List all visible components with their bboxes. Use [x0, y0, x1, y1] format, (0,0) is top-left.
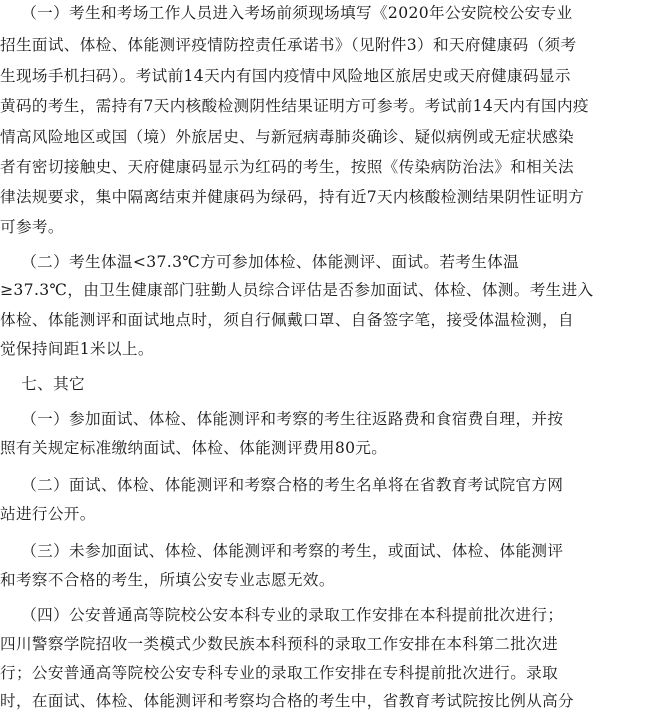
text-line: 黄码的考生，需持有7天内核酸检测阴性结果证明方可参考。考试前14天内有国内疫 [0, 97, 589, 115]
text-line: 律法规要求，集中隔离结束并健康码为绿码，持有近7天内核酸检测结果阴性证明方 [0, 188, 585, 206]
text-line: 时，在面试、体检、体能测评和考察均合格的考生中，省教育考试院按比例从高分 [0, 692, 574, 710]
text-line: （二）考生体温<37.3℃方可参加体检、体能测评、面试。若考生体温 [0, 253, 520, 271]
text-line: 照有关规定标准缴纳面试、体检、体能测评费用80元。 [0, 439, 388, 457]
section-heading: 七、其它 [0, 375, 86, 393]
text-line: 行；公安普通高等院校公安专科专业的录取工作安排在专科提前批次进行。录取 [0, 664, 559, 682]
text-line: （四）公安普通高等院校公安本科专业的录取工作安排在本科提前批次进行； [0, 606, 564, 624]
text-line: 四川警察学院招收一类模式少数民族本科预科的录取工作安排在本科第二批次进 [0, 635, 559, 653]
text-line: 者有密切接触史、天府健康码显示为红码的考生，按照《传染病防治法》和相关法 [0, 158, 574, 176]
text-line: （一）考生和考场工作人员进入考场前须现场填写《2020年公安院校公安专业 [0, 4, 573, 22]
text-line: 生现场手机扫码）。考试前14天内有国内疫情中风险地区旅居史或天府健康码显示 [0, 67, 571, 85]
text-line: 情高风险地区或国（境）外旅居史、与新冠病毒肺炎确诊、疑似病例或无症状感染 [0, 128, 574, 146]
text-line: （二）面试、体检、体能测评和考察合格的考生名单将在省教育考试院官方网 [0, 476, 564, 494]
text-line: 可参考。 [0, 218, 64, 236]
text-line: （一）参加面试、体检、体能测评和考察的考生往返路费和食宿费自理，并按 [0, 410, 564, 428]
text-line: （三）未参加面试、体检、体能测评和考察的考生，或面试、体检、体能测评 [0, 542, 564, 560]
text-line: 觉保持间距1米以上。 [0, 340, 154, 358]
text-line: ≥37.3℃，由卫生健康部门驻勤人员综合评估是否参加面试、体检、体测。考生进入 [0, 281, 594, 299]
text-line: 招生面试、体检、体能测评疫情防控责任承诺书》（见附件3）和天府健康码（须考 [0, 36, 577, 54]
text-line: 站进行公开。 [0, 505, 96, 523]
text-line: 体检、体能测评和面试地点时，须自行佩戴口罩、自备签字笔，接受体温检测，自 [0, 311, 574, 329]
text-line: 和考察不合格的考生，所填公安专业志愿无效。 [0, 571, 335, 589]
